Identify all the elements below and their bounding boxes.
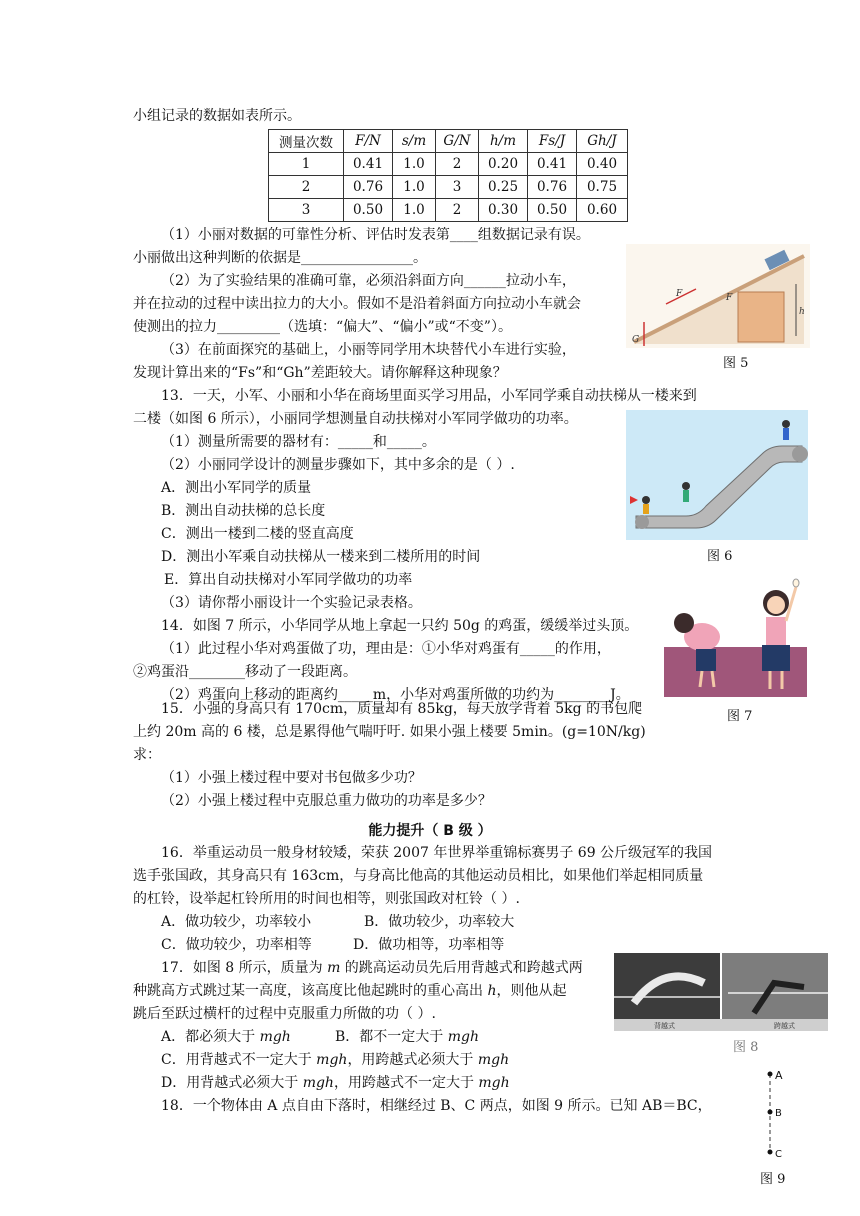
point-a — [768, 1072, 773, 1077]
q12-part1-line2: 小丽做出这种判断的依据是________________。 — [133, 250, 427, 266]
q17-option-b: B．都不一定大于 mgh — [335, 1029, 480, 1045]
figure-9-caption: 图 9 — [760, 1172, 786, 1187]
figure-6-escalator — [626, 410, 808, 540]
escalator-wheel — [635, 515, 649, 529]
q12-part2-line3: 使测出的拉力_________（选填：“偏大”、“偏小”或“不变”）。 — [133, 319, 512, 335]
table-header-cell: 测量次数 — [269, 130, 344, 153]
table-header-cell: G/N — [436, 130, 479, 153]
figure-5-incline — [626, 244, 810, 348]
table-header-cell: F/N — [344, 130, 393, 153]
q17-option-d: D．用背越式必须大于 mgh，用跨越式不一定大于 mgh — [161, 1075, 510, 1091]
label-F2: F — [726, 293, 733, 303]
q13-line2: 二楼（如图 6 所示），小丽同学想测量自动扶梯对小军同学做功的功率。 — [133, 411, 578, 427]
q14-part1-line1: （1）此过程小华对鸡蛋做了功，理由是：①小华对鸡蛋有_____的作用， — [161, 641, 611, 657]
q16-option-c: C．做功较少，功率相等 — [161, 937, 312, 953]
figure-8-high-jump — [614, 953, 828, 1031]
q17-option-c: C．用背越式不一定大于 mgh，用跨越式必须大于 mgh — [161, 1052, 510, 1068]
photo-strip — [614, 1019, 828, 1031]
q12-part3-line1: （3）在前面探究的基础上，小丽等同学用木块替代小车进行实验， — [161, 342, 576, 358]
label-b: B — [775, 1108, 782, 1119]
q15-line2: 上约 20m 高的 6 楼，总是累得他气喘吁吁. 如果小强上楼要 5min。(g=10N/kg) — [133, 724, 646, 740]
table-header-cell: h/m — [479, 130, 528, 153]
table-cell: 2 — [436, 199, 479, 222]
table-cell: 0.50 — [344, 199, 393, 222]
q12-part1-line1: （1）小丽对数据的可靠性分析、评估时发表第____组数据记录有误。 — [161, 227, 590, 243]
table-row — [269, 176, 628, 199]
q13-part1: （1）测量所需要的器材有：_____和_____。 — [161, 434, 436, 450]
q15-line3: 求： — [133, 747, 161, 763]
q18-line1: 18．一个物体由 A 点自由下落时，相继经过 B、C 两点，如图 9 所示。已知 AB＝BC， — [161, 1098, 712, 1114]
table-cell: 3 — [269, 199, 344, 222]
q13-option-d: D．测出小军乘自动扶梯从一楼来到二楼所用的时间 — [161, 549, 481, 565]
figure-9-points — [760, 1064, 800, 1164]
girl-bending-skirt — [696, 649, 716, 671]
q13-option-c: C．测出一楼到二楼的竖直高度 — [161, 526, 354, 542]
table-row — [269, 153, 628, 176]
girl-leg — [712, 671, 714, 687]
egg — [793, 579, 799, 587]
table-cell: 0.20 — [479, 153, 528, 176]
q12-part2-line2: 并在拉动的过程中读出拉力的大小。假如不是沿着斜面方向拉动小车就会 — [133, 296, 581, 312]
figure-8-caption: 图 8 — [733, 1040, 759, 1055]
person-head — [642, 496, 650, 504]
q15-part1: （1）小强上楼过程中要对书包做多少功？ — [161, 770, 422, 786]
person-head — [682, 482, 690, 490]
person-body — [783, 428, 789, 440]
q17-option-a: A．都必须大于 mgh — [161, 1029, 291, 1045]
table-cell: 2 — [269, 176, 344, 199]
q14-part2: （2）鸡蛋向上移动的距离约_____m，小华对鸡蛋所做的功约为________J。 — [161, 687, 630, 703]
q13-part3: （3）请你帮小丽设计一个实验记录表格。 — [161, 595, 422, 611]
q13-option-b: B．测出自动扶梯的总长度 — [161, 503, 326, 519]
point-c — [768, 1150, 773, 1155]
q16-option-d: D．做功相等，功率相等 — [353, 937, 505, 953]
table-cell: 2 — [436, 153, 479, 176]
girl-standing-skirt — [762, 645, 790, 671]
q17-line1: 17．如图 8 所示，质量为 m 的跳高运动员先后用背越式和跨越式两 — [161, 960, 583, 976]
person-body — [643, 504, 649, 514]
table-cell: 0.41 — [528, 153, 577, 176]
table-header-cell: Gh/J — [577, 130, 628, 153]
q12-part3-line2: 发现计算出来的“Fs”和“Gh”差距较大。请你解释这种现象？ — [133, 365, 507, 381]
table-cell: 0.25 — [479, 176, 528, 199]
q13-option-a: A．测出小军同学的质量 — [161, 480, 312, 496]
label-h: h — [799, 307, 805, 317]
intro-line: 小组记录的数据如表所示。 — [133, 108, 301, 124]
table-cell: 0.30 — [479, 199, 528, 222]
q17-line3: 跳后至跃过横杆的过程中克服重力所做的功（ ）. — [133, 1006, 436, 1022]
girl-bending-head — [674, 613, 694, 633]
label-back-jump: 背越式 — [654, 1022, 675, 1030]
table-header-cell: s/m — [393, 130, 436, 153]
girl-standing-body — [766, 617, 786, 647]
q16-line1: 16．举重运动员一般身材较矮，荣获 2007 年世界举重锦标赛男子 69 公斤级冠军的我国 — [161, 845, 713, 861]
escalator-wheel — [792, 446, 808, 462]
q16-option-b: B．做功较少，功率较大 — [364, 914, 515, 930]
table-cell: 0.41 — [344, 153, 393, 176]
table-cell: 0.76 — [344, 176, 393, 199]
table-cell: 0.75 — [577, 176, 628, 199]
q13-line1: 13．一天，小军、小丽和小华在商场里面买学习用品，小军同学乘自动扶梯从一楼来到 — [161, 388, 697, 404]
table-cell: 3 — [436, 176, 479, 199]
q16-option-a: A．做功较少，功率较小 — [161, 914, 312, 930]
figure-5-caption: 图 5 — [723, 356, 749, 371]
q14-line1: 14．如图 7 所示，小华同学从地上拿起一只约 50g 的鸡蛋，缓缓举过头顶。 — [161, 618, 639, 634]
label-straddle-jump: 跨越式 — [774, 1022, 795, 1030]
q15-line1: 15．小强的身高只有 170cm，质量却有 85kg，每天放学背着 5kg 的书包爬 — [161, 701, 643, 717]
figure-7-caption: 图 7 — [727, 709, 753, 724]
q16-line2: 选手张国政，其身高只有 163cm，与身高比他高的其他运动员相比，如果他们举起相同质量 — [133, 868, 704, 884]
q16-line3: 的杠铃，设举起杠铃所用的时间也相等，则张国政对杠铃（ ）. — [133, 891, 520, 907]
q15-part2: （2）小强上楼过程中克服总重力做功的功率是多少？ — [161, 793, 492, 809]
person-head — [782, 420, 790, 428]
label-a: A — [775, 1069, 783, 1082]
table-header-cell: Fs/J — [528, 130, 577, 153]
person-body — [683, 490, 689, 502]
table-cell: 1.0 — [393, 153, 436, 176]
label-G: G — [632, 335, 640, 345]
section-heading: 能力提升（ B 级 ） — [368, 823, 492, 839]
girl-leg — [700, 671, 702, 687]
label-c: C — [775, 1149, 782, 1160]
table-cell: 1 — [269, 153, 344, 176]
q17-line2: 种跳高方式跳过某一高度，该高度比他起跳时的重心高出 h，则他从起 — [133, 983, 567, 999]
table-cell: 0.50 — [528, 199, 577, 222]
table-cell: 0.60 — [577, 199, 628, 222]
figure-7-girl-egg — [664, 573, 807, 697]
table-cell: 1.0 — [393, 176, 436, 199]
figure-6-caption: 图 6 — [707, 549, 733, 564]
wood-block — [738, 292, 784, 342]
q13-option-e: E．算出自动扶梯对小军同学做功的功率 — [164, 572, 413, 588]
table-row — [269, 199, 628, 222]
table-cell: 1.0 — [393, 199, 436, 222]
q13-part2: （2）小丽同学设计的测量步骤如下，其中多余的是（ ）. — [161, 457, 515, 473]
table-header-row — [269, 130, 628, 153]
q12-part2-line1: （2）为了实验结果的准确可靠，必须沿斜面方向______拉动小车， — [161, 273, 576, 289]
q14-part1-line2: ②鸡蛋沿________移动了一段距离。 — [133, 664, 357, 680]
label-F: F — [676, 289, 683, 299]
table-cell: 0.76 — [528, 176, 577, 199]
table-cell: 0.40 — [577, 153, 628, 176]
girl-standing-face — [767, 596, 785, 614]
data-table — [268, 129, 628, 222]
point-b — [768, 1110, 773, 1115]
